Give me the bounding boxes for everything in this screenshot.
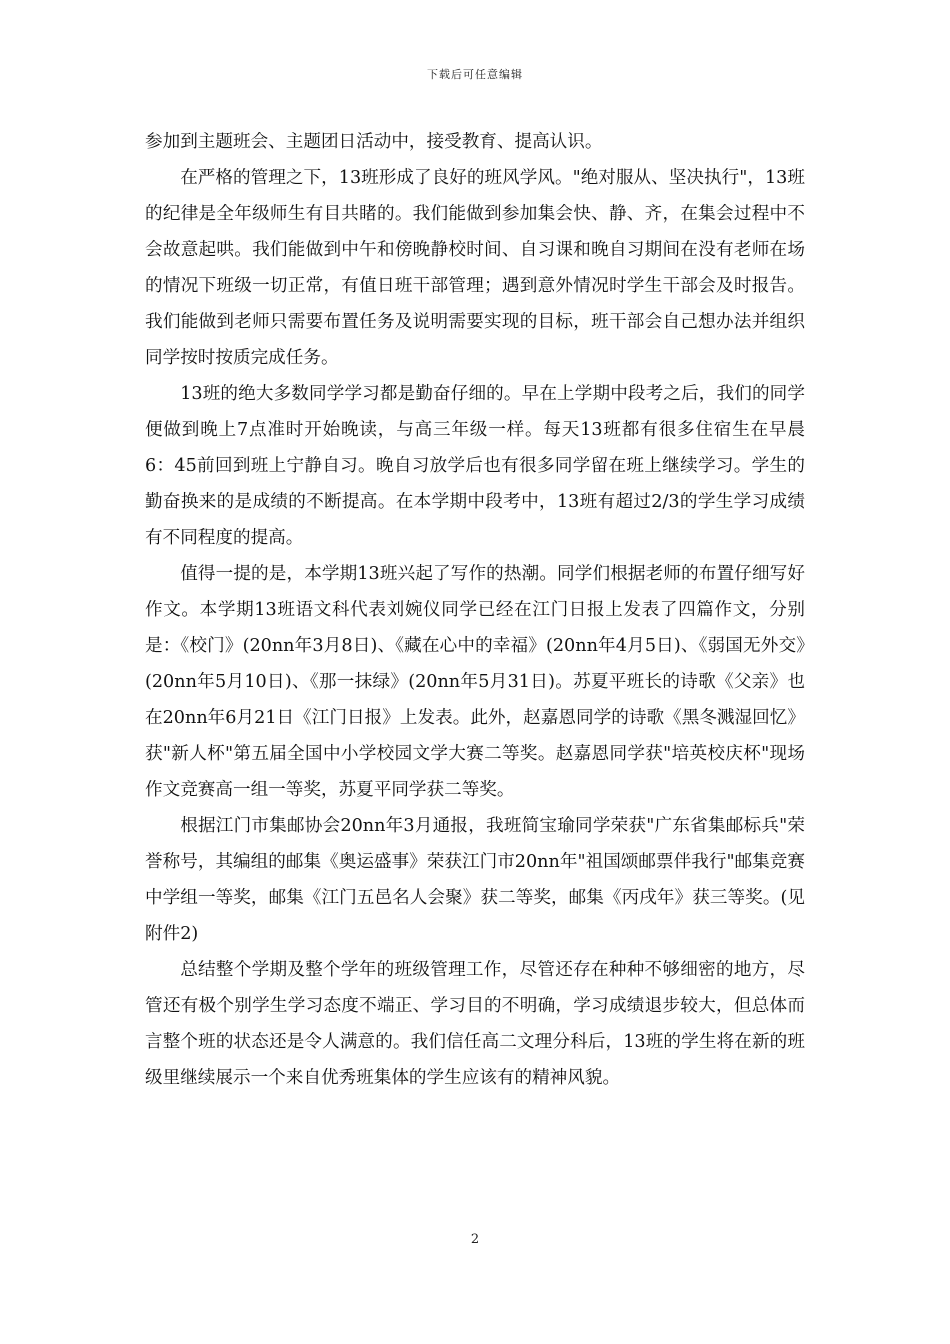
document-body xyxy=(145,124,805,1096)
paragraph-continuation: 参加到主题班会、主题团日活动中，接受教育、提高认识。 xyxy=(145,132,603,152)
paragraph-summary: 总结整个学期及整个学年的班级管理工作，尽管还存在种种不够细密的地方，尽管还有极个别学生学习态度不端正、学习目的不明确，学习成绩退步较大，但总体而言整个班的状态还是令人满意的。我们信任高二文理分科后，13班的学生将在新的班级里继续展示一个来自优秀班集体的学生应该有的精神风貌。 xyxy=(145,960,805,1088)
page-number: 2 xyxy=(470,1232,480,1247)
paragraph-class-discipline: 在严格的管理之下，13班形成了良好的班风学风。"绝对服从、坚决执行"，13班的纪律是全年级师生有目共睹的。我们能做到参加集会快、静、齐，在集会过程中不会故意起哄。我们能做到中午和傍晚静校时间、自习课和晚自习期间在没有老师在场的情况下班级一切正常，有值日班干部管理；遇到意外情况时学生干部会及时报告。我们能做到老师只需要布置任务及说明需要实现的目标，班干部会自己想办法并组织同学按时按质完成任务。 xyxy=(145,168,805,368)
page-header: 下载后可任意编辑 xyxy=(427,68,523,81)
paragraph-stamp-collection: 根据江门市集邮协会20nn年3月通报，我班简宝瑜同学荣获"广东省集邮标兵"荣誉称号，其编组的邮集《奥运盛事》荣获江门市20nn年"祖国颂邮票伴我行"邮集竞赛中学组一等奖，邮集《江门五邑名人会聚》获二等奖，邮集《丙戌年》获三等奖。(见附件2) xyxy=(145,816,805,944)
paragraph-study-diligence: 13班的绝大多数同学学习都是勤奋仔细的。早在上学期中段考之后，我们的同学便做到晚上7点准时开始晚读，与高三年级一样。每天13班都有很多住宿生在早晨6：45前回到班上宁静自习。晚自习放学后也有很多同学留在班上继续学习。学生的勤奋换来的是成绩的不断提高。在本学期中段考中，13班有超过2/3的学生学习成绩有不同程度的提高。 xyxy=(145,384,805,548)
paragraph-writing-achievements: 值得一提的是，本学期13班兴起了写作的热潮。同学们根据老师的布置仔细写好作文。本学期13班语文科代表刘婉仪同学已经在江门日报上发表了四篇作文，分别是：《校门》(20nn年3月8日)、《藏在心中的幸福》(20nn年4月5日)、《弱国无外交》(20nn年5月10日)、《那一抹绿》(20nn年5月31日)。苏夏平班长的诗歌《父亲》也在20nn年6月21日《江门日报》上发表。此外，赵嘉恩同学的诗歌《黑冬溅湿回忆》获"新人杯"第五届全国中小学校园文学大赛二等奖。赵嘉恩同学获"培英校庆杯"现场作文竞赛高一组一等奖，苏夏平同学获二等奖。 xyxy=(145,564,805,800)
